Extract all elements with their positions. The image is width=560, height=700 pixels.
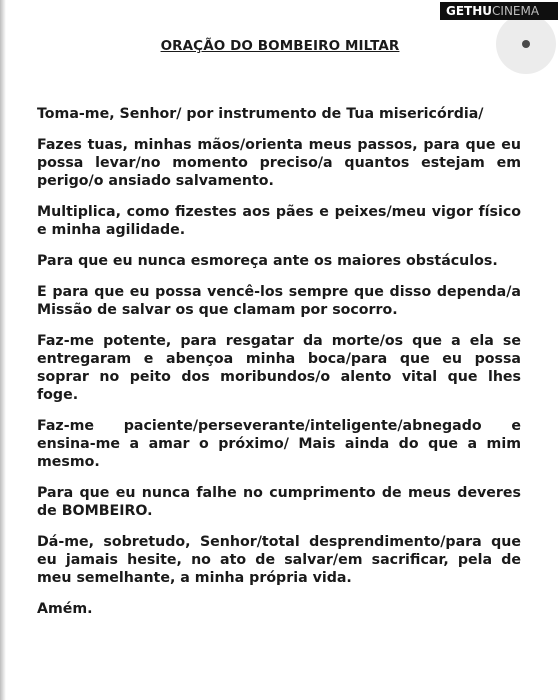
watermark-logo xyxy=(440,2,558,20)
paragraph: Fazes tuas, minhas mãos/orienta meus passos, para que eu possa levar/no momento preciso/a quantos estejam em perigo/o ansiado salvamento. xyxy=(37,137,521,189)
paragraph: Toma-me, Senhor/ por instrumento de Tua misericórdia/ xyxy=(37,106,484,122)
document-body xyxy=(37,105,521,631)
watermark-part-1: GETHU xyxy=(446,4,493,18)
document-title: ORAÇÃO DO BOMBEIRO MILTAR xyxy=(160,38,400,54)
page-edge-shadow xyxy=(0,0,6,700)
paragraph: Para que eu nunca falhe no cumprimento de meus deveres de BOMBEIRO. xyxy=(37,485,521,519)
watermark-part-2: CINEMA xyxy=(492,4,540,18)
paragraph: Faz-me paciente/perseverante/inteligente/abnegado e ensina-me a amar o próximo/ Mais ainda do que a mim mesmo. xyxy=(37,418,521,470)
paragraph: E para que eu possa vencê-los sempre que disso dependa/a Missão de salvar os que clamam por socorro. xyxy=(37,284,521,318)
paragraph: Multiplica, como fizestes aos pães e peixes/meu vigor físico e minha agilidade. xyxy=(37,204,521,238)
paragraph: Para que eu nunca esmoreça ante os maiores obstáculos. xyxy=(37,253,498,269)
paragraph: Dá-me, sobretudo, Senhor/total desprendimento/para que eu jamais hesite, no ato de salvar/em sacrificar, pela de meu semelhante, a minha própria vida. xyxy=(37,534,521,586)
closing-amen: Amém. xyxy=(37,601,93,617)
paragraph: Faz-me potente, para resgatar da morte/os que a ela se entregaram e abençoa minha boca/para que eu possa soprar no peito dos moribundos/o alento vital que lhes foge. xyxy=(37,333,521,403)
